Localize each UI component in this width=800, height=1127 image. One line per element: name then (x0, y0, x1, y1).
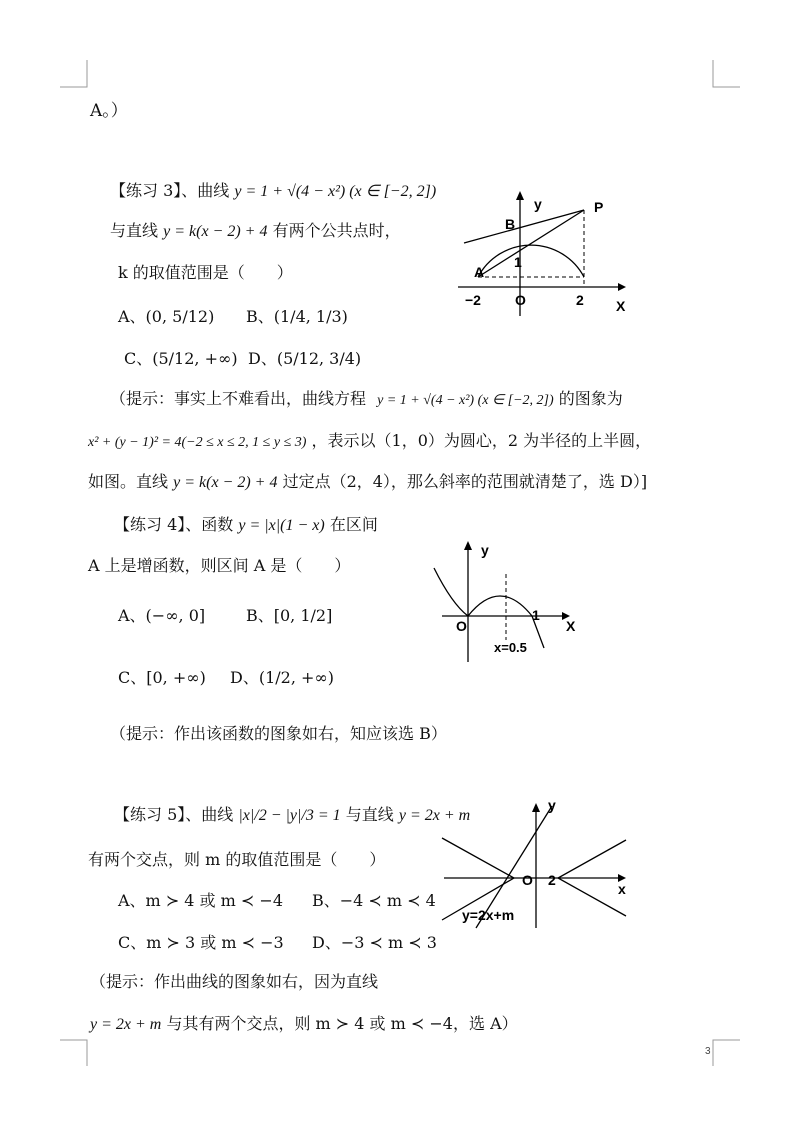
label-x05: x=0.5 (494, 640, 527, 655)
label-2: 2 (576, 292, 584, 308)
ex3-hint-line2 (88, 428, 651, 451)
label-x: X (616, 298, 626, 314)
label-x: X (566, 618, 576, 634)
secant-line-ap (478, 210, 584, 277)
ex4-line2: A 上是增函数，则区间 A 是（ ） (88, 556, 351, 575)
ex3-hint3-suffix: 过定点（2，4），那么斜率的范围就清楚了，选 D）] (282, 472, 648, 491)
ex4-option-d: D、(1/2, +∞) (230, 668, 334, 687)
ex3-option-b: B、(1/4, 1/3) (246, 307, 348, 326)
label-y: y (534, 196, 542, 212)
x-axis-arrow-icon (618, 283, 626, 291)
ex3-semicircle-figure (448, 188, 638, 323)
ex5-title (114, 802, 470, 825)
label-o: O (522, 872, 533, 888)
ex3-hint2-eq: x² + (y − 1)² = 4(−2 ≤ x ≤ 2, 1 ≤ y ≤ 3) (88, 435, 307, 450)
ex5-hint2-eq: y = 2x + m (90, 1016, 162, 1033)
label-2: 2 (548, 872, 556, 888)
label-o: O (515, 292, 526, 308)
ex5-option-b: B、−4 ≺ m ≺ 4 (312, 891, 436, 910)
ex4-option-a: A、(−∞, 0] (118, 606, 206, 625)
label-b: B (505, 216, 516, 232)
ex3-option-a: A、(0, 5/12) (118, 307, 215, 326)
label-x: x (618, 881, 626, 897)
ex5-title-text: 【练习 5】、曲线 (114, 805, 234, 824)
continued-answer: A。） (90, 101, 128, 121)
ex3-line2 (110, 218, 401, 241)
ex4-hint: （提示：作出该函数的图象如右，知应该选 B） (110, 724, 447, 743)
label-y: y (548, 797, 556, 813)
ex3-option-c: C、(5/12, +∞) (124, 349, 238, 368)
ex3-hint3-prefix: 如图。直线 (88, 472, 169, 491)
ex5-option-d: D、−3 ≺ m ≺ 3 (312, 933, 437, 952)
ex5-option-c: C、m ≻ 3 或 m ≺ −3 (118, 933, 284, 952)
ex4-option-b: B、[0, 1/2] (246, 606, 333, 625)
label-1: 1 (514, 254, 522, 270)
ex3-option-d: D、(5/12, 3/4) (248, 349, 362, 368)
ex5-hint-line1: （提示：作出曲线的图象如右，因为直线 (90, 972, 379, 991)
ex5-title-mid: 与直线 (345, 805, 394, 824)
ex5-hint-line2 (90, 1011, 518, 1034)
ex4-option-c: C、[0, +∞) (118, 668, 206, 687)
y-axis-arrow-icon (464, 541, 472, 550)
ex3-line2-prefix: 与直线 (110, 221, 159, 240)
ex5-line2: 有两个交点，则 m 的取值范围是（ ） (88, 850, 386, 869)
y-axis-arrow-icon (532, 803, 540, 812)
ex3-hint1-prefix: （提示：事实上不难看出，曲线方程 (110, 389, 367, 408)
tangent-line (464, 210, 584, 243)
ex3-hint-line1 (110, 386, 623, 409)
label-y: y (481, 542, 489, 558)
ex3-line2-eq: y = k(x − 2) + 4 (163, 223, 268, 240)
ex5-hyperbola-figure (440, 796, 640, 936)
ex3-hint1-suffix: 的图象为 (558, 389, 623, 408)
ex4-title-text: 【练习 4】、函数 (114, 515, 234, 534)
ex5-option-a: A、m ≻ 4 或 m ≺ −4 (118, 891, 283, 910)
page-number: 3 (705, 1046, 711, 1057)
label-o: O (456, 618, 467, 634)
ex5-equation: |x|/2 − |y|/3 = 1 (238, 807, 341, 824)
label-line: y=2x+m (462, 907, 515, 923)
function-curve (434, 568, 544, 648)
ex3-title (110, 178, 436, 201)
label-a: A (474, 264, 485, 280)
ex5-hint2-suffix: 与其有两个交点，则 m ≻ 4 或 m ≺ −4，选 A） (166, 1014, 518, 1033)
label-p: P (594, 199, 604, 215)
ex3-title-text: 【练习 3】、曲线 (110, 181, 230, 200)
label-1: 1 (532, 607, 540, 623)
semicircle-curve (478, 245, 584, 277)
ex3-hint3-eq: y = k(x − 2) + 4 (173, 474, 278, 491)
ex4-title (114, 512, 378, 535)
ex3-hint2-suffix: ，表示以（1，0）为圆心，2 为半径的上半圆， (311, 431, 652, 450)
ex4-function-figure (428, 536, 588, 666)
ex3-hint1-eq: y = 1 + √(4 − x²) (x ∈ [−2, 2]) (377, 393, 554, 408)
y-axis-arrow-icon (516, 191, 524, 200)
ex4-equation: y = |x|(1 − x) (238, 517, 325, 534)
ex5-title-eq: y = 2x + m (398, 807, 471, 824)
ex4-title-suffix: 在区间 (329, 515, 378, 534)
ex3-line2-suffix: 有两个公共点时， (272, 221, 401, 240)
ex3-equation: y = 1 + √(4 − x²) (x ∈ [−2, 2]) (234, 183, 437, 200)
ex3-hint-line3 (88, 469, 647, 492)
ex3-line3: k 的取值范围是（ ） (118, 263, 293, 282)
label-neg2: −2 (465, 292, 481, 308)
